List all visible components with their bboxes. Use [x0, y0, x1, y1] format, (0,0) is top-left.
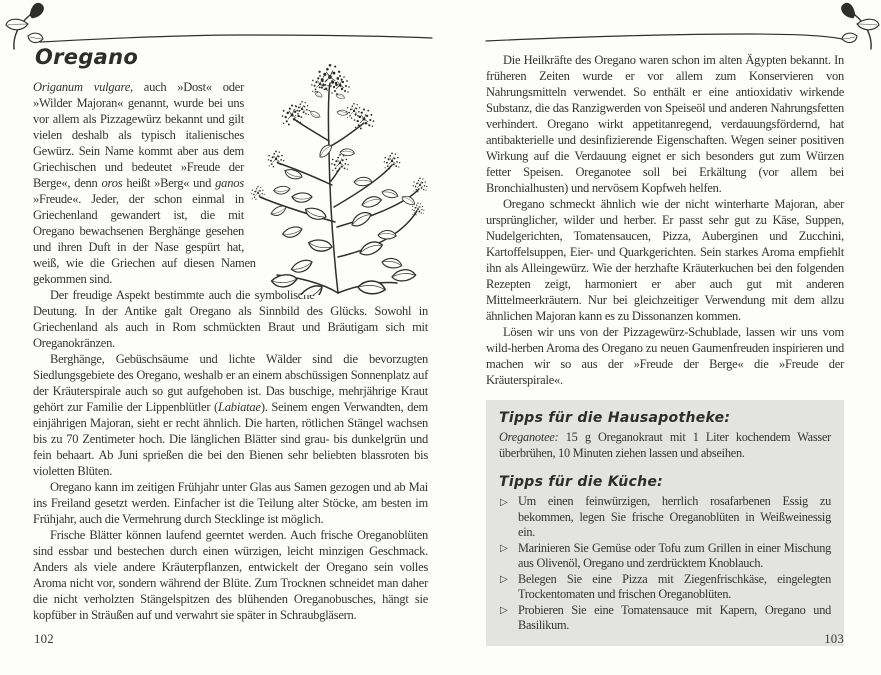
- paragraph: Frische Blätter können laufend geerntet werden. Auch frische Oreganoblüten sind essbar und bestechen durch einen würzigen, leicht minzigen Geschmack. Anders als viele andere Kräuterpflanzen, entwickelt der Oregano sein volles Aroma nicht vor, sondern während der Blüte. Zum Trocknen schneidet man daher die nicht verholzten Stängelspitzen des blühenden Oreganobusches, hängt sie kopfüber in Sträußen auf und verwahrt sie später in Schraubgläsern.: [33, 528, 428, 622]
- list-item: ▷ Belegen Sie eine Pizza mit Ziegenfrischkäse, eingelegten Trockentomaten und frischen Oreganoblüten.: [500, 571, 831, 601]
- paragraph: Berghänge, Gebüschsäume und lichte Wälder sind die bevorzugten Siedlungsgebiete des Oregano, weshalb er an einem abschüssigen Sonnenplatz auf der Kräuterspirale auch so gut aufgehoben ist. Das buschige, mehrjährige Kraut gehört zur Familie der Lippenblütler (Labiatae). Seinem engen Verwandten, dem einjährigen Majoran, sieht er recht ähnlich. Die harten, rötlichen Stängel wachsen bis zu 70 Zentimeter hoch. Die länglichen Blätter sind grau- bis dunkelgrün und fein behaart. Ab Juni sprießen die bei den Bienen sehr beliebten blassroten bis violetten Blüten.: [33, 352, 428, 478]
- paragraph: Die Heilkräfte des Oregano waren schon im alten Ägypten bekannt. In früheren Zeiten wurde er vor allem zum Konservieren von Nahrungsmitteln verwendet. So enthält er eine antioxidativ wirkende Substanz, die das Ranzigwerden von Speiseöl und anderen Nahrungsfetten verhindert. Oregano wirkt appetitanregend, verdauungsfördernd, hat antibakterielle und desinfizierende Eigenschaften. Wegen seiner positiven Wirkung auf die Verdauung eignet er sich besonders gut zum Würzen fetter Speisen. Oreganotee soll bei Erkältung (vor allem bei Bronchialhusten) und nervösem Kopfweh helfen.: [486, 53, 844, 195]
- tips-kueche-heading: Tipps für die Küche:: [499, 474, 664, 490]
- page-number-left: 102: [34, 632, 54, 646]
- triangle-bullet-icon: ▷: [500, 543, 508, 554]
- paragraph: Lösen wir uns von der Pizzagewürz-Schublade, lassen wir uns vom wild-herben Aroma des Oregano zu neuen Gaumenfreuden inspirieren und machen wir so aus der »Freude der Berge« die »Freude der Kräuterspirale«.: [486, 325, 844, 387]
- paragraph: Der freudige Aspekt bestimmte auch die symbolische Deutung. In der Antike galt Oregano als Sinnbild des Glücks. Sowohl in Griechenland als auch in Rom schmückten Braut und Bräutigam sich mit Oreganokränzen.: [33, 288, 428, 350]
- triangle-bullet-icon: ▷: [500, 496, 508, 508]
- tips-hausapotheke-heading: Tipps für die Hausapotheke:: [499, 410, 731, 426]
- tips-kueche-list: [499, 494, 831, 634]
- triangle-bullet-icon: ▷: [500, 574, 508, 585]
- list-item: ▷ Marinieren Sie Gemüse oder Tofu zum Grillen in einer Mischung aus Olivenöl, Oregano und zerdrücktem Knoblauch.: [500, 540, 831, 570]
- right-page: [486, 52, 844, 646]
- page-number-right: 103: [824, 632, 844, 646]
- list-item: ▷ Probieren Sie eine Tomatensauce mit Kapern, Oregano und Basilikum.: [500, 602, 831, 632]
- paragraph: Origanum vulgare, auch »Dost« oder »Wilder Majoran« genannt, wurde bei uns vor allem als Pizzagewürz bekannt und gilt vielen deshalb als typisch italienisches Gewürz. Sein Name kommt aber aus dem Griechischen und bedeutet »Freude der Berge«, denn oros heißt »Berg« und ganos »Freude«. Jeder, der schon einmal in Griechenland gewandert ist, die mit Oregano bewachsenen Berghänge gesehen und ihren Duft in der Nase gespürt hat, weiß, wie die Griechen auf diesen Namen gekommen sind.: [33, 80, 256, 286]
- triangle-bullet-icon: ▷: [500, 605, 508, 616]
- paragraph: Oregano schmeckt ähnlich wie der nicht winterharte Majoran, aber ursprünglicher, wilder und herber. Er passt sehr gut zu Käse, Suppen, Nudelgerichten, Tomatensaucen, Pizza, Auberginen und Zucchini, Kartoffelsuppen, Eier- und Quarkgerichten. Sein starkes Aroma empfiehlt ihn als Alleingewürz. Wie der herzhafte Kräuterkuchen bei den folgenden Rezepten zeigt, harmoniert er aber auch gut mit anderen Mittelmeerkräutern. Nur bei gleichzeitiger Verwendung mit dem allzu ähnlichen Majoran kann es zu Dissonanzen kommen.: [486, 197, 844, 323]
- tips-box: [486, 400, 844, 646]
- oregano-plant-illustration: [250, 79, 428, 293]
- paragraph: Oregano kann im zeitigen Frühjahr unter Glas aus Samen gezogen und ab Mai ins Freiland gesetzt werden. Einfacher ist die Teilung alter Stöcke, am besten im Frühjahr, auch die Vermehrung durch Stecklinge ist möglich.: [33, 480, 428, 526]
- left-page: [33, 44, 428, 623]
- page-title: Oregano: [35, 45, 139, 69]
- rule-leaf-sprig-icon: [478, 2, 881, 52]
- tips-hausapotheke-text: Oreganotee: 15 g Oreganokraut mit 1 Liter kochendem Wasser überbrühen, 10 Minuten ziehen lassen und abseihen.: [499, 430, 831, 460]
- list-item: ▷ Um einen feinwürzigen, herrlich rosafarbenen Essig zu bekommen, legen Sie frische Oreganoblüten in Weißweinessig ein.: [500, 494, 831, 539]
